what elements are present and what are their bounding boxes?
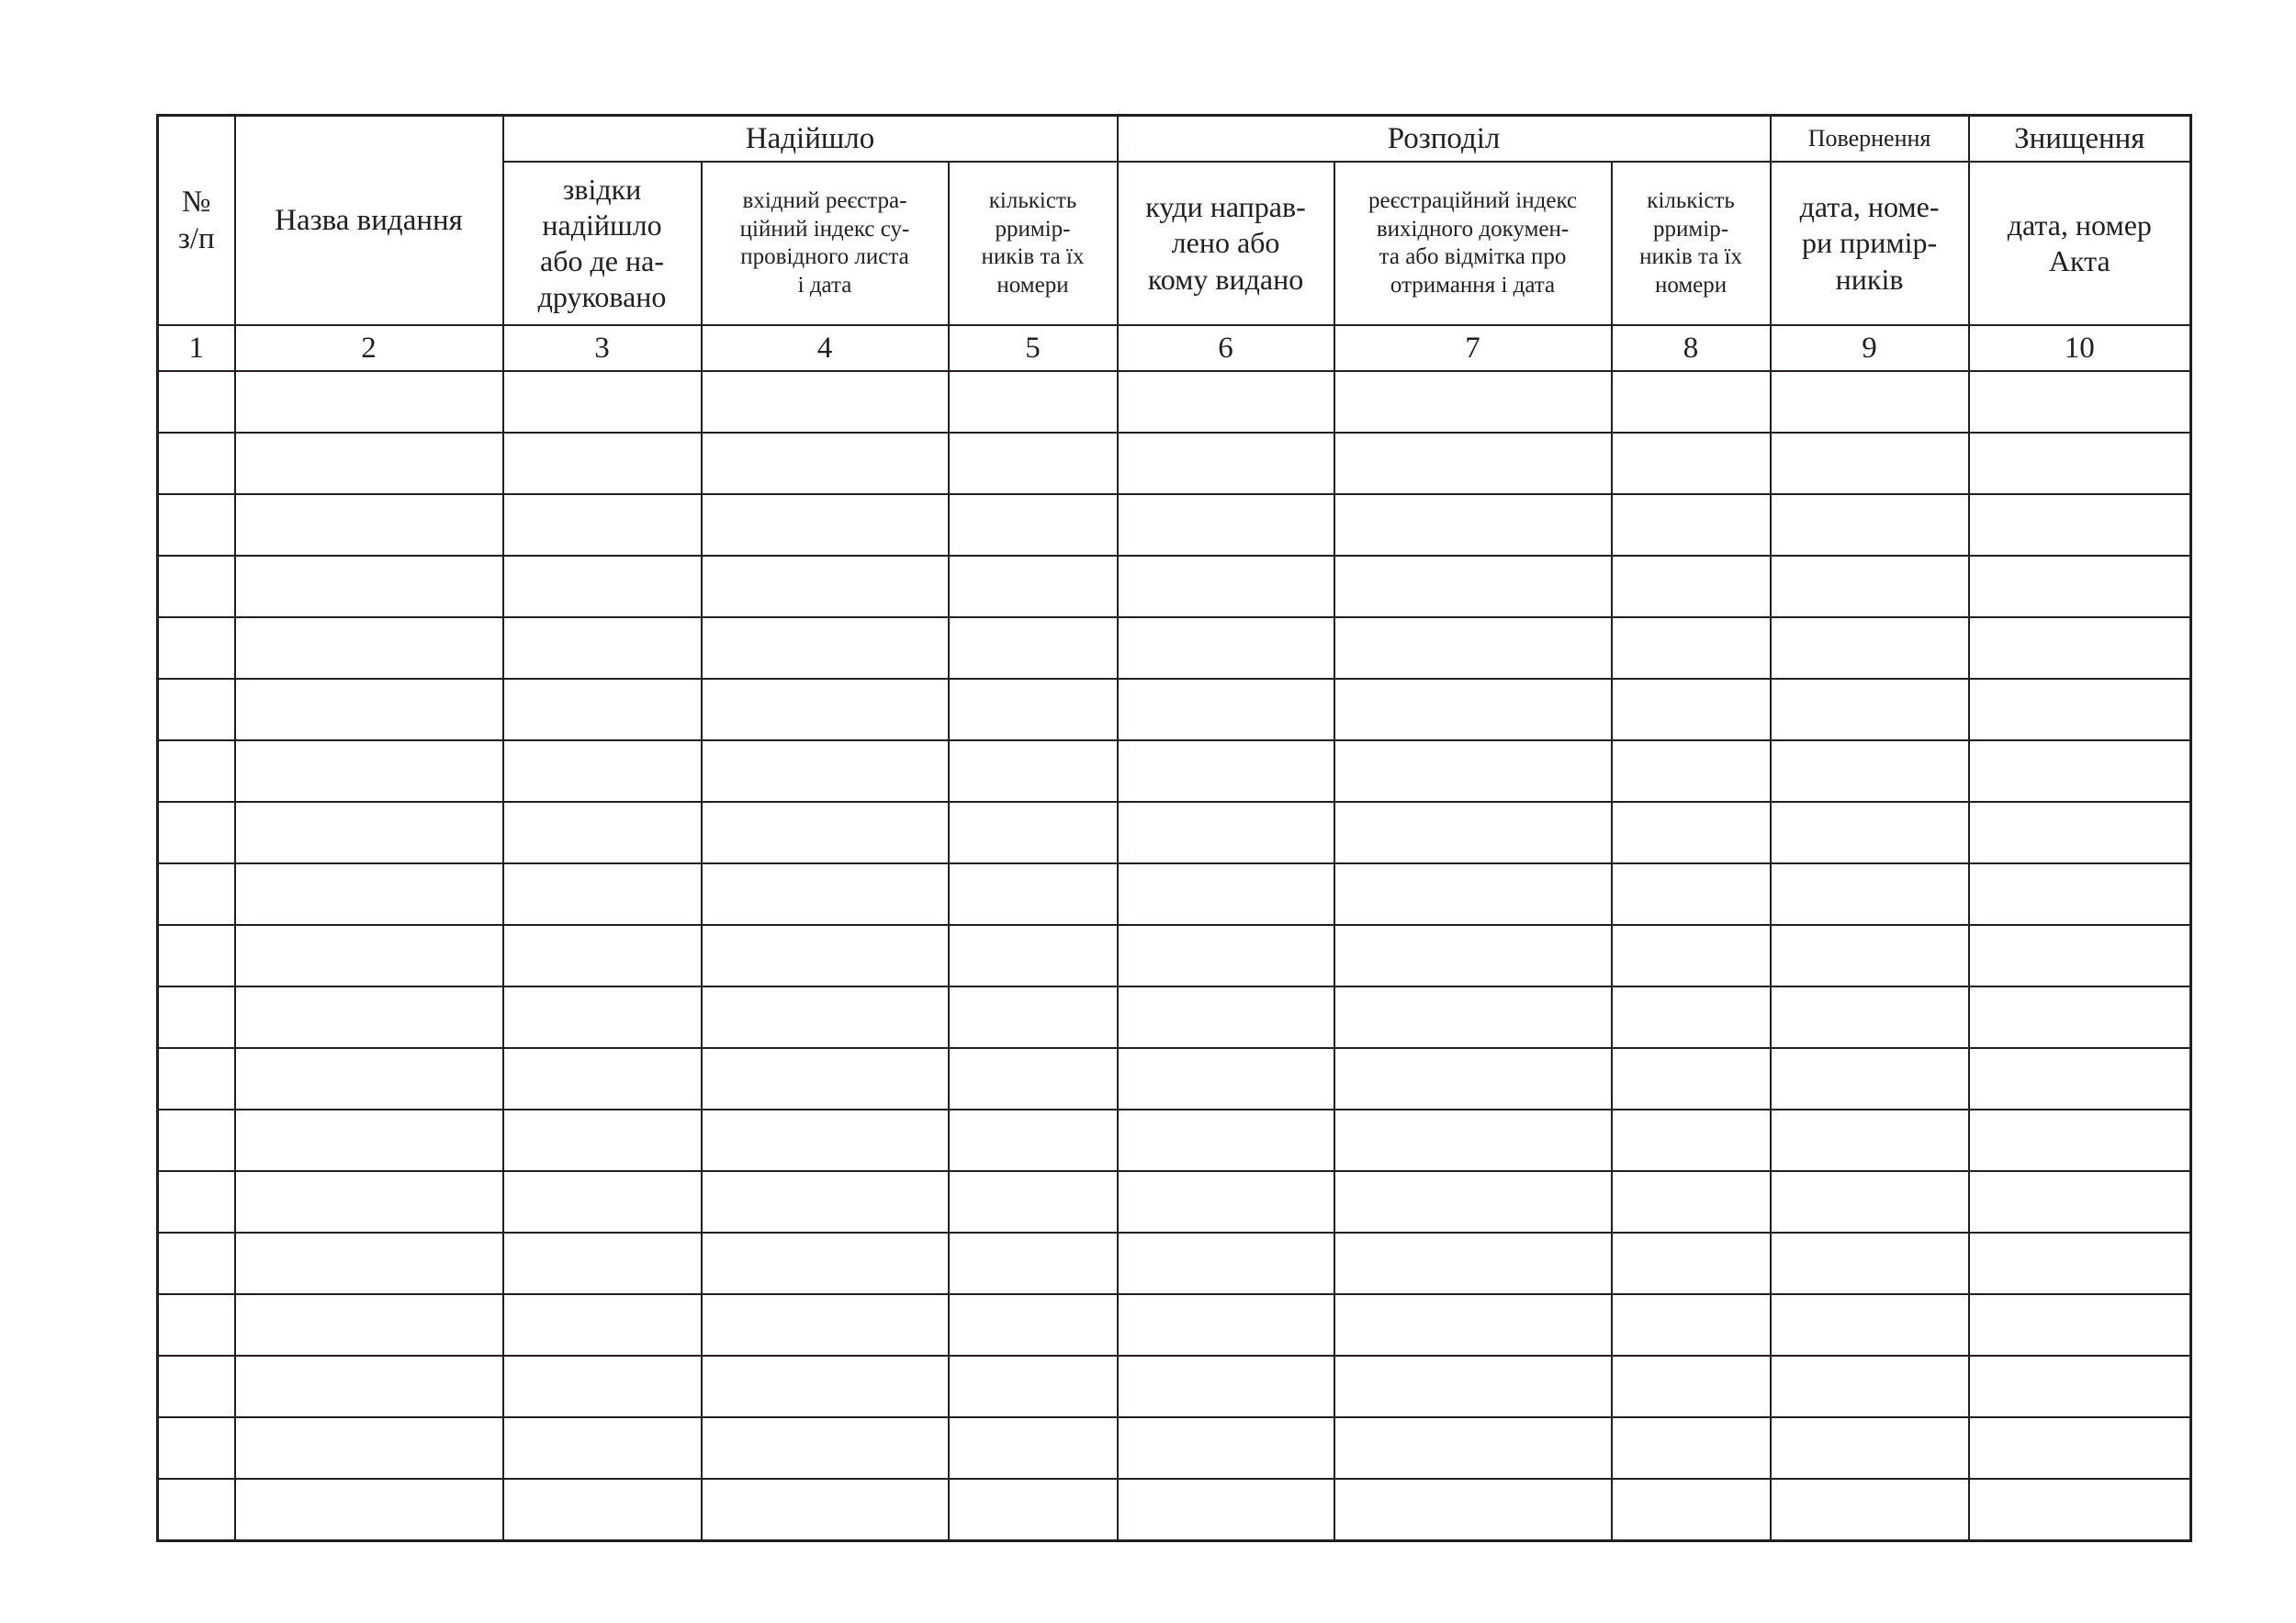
table-cell[interactable] (235, 740, 503, 802)
table-cell[interactable] (503, 617, 702, 679)
table-cell[interactable] (1612, 1479, 1771, 1541)
table-cell[interactable] (1118, 1171, 1334, 1233)
table-cell[interactable] (1969, 740, 2191, 802)
table-cell[interactable] (158, 863, 235, 925)
table-cell[interactable] (949, 556, 1118, 617)
table-cell[interactable] (235, 1479, 503, 1541)
table-cell[interactable] (1118, 617, 1334, 679)
table-cell[interactable] (235, 1171, 503, 1233)
table-row (158, 1294, 2191, 1356)
table-cell[interactable] (1612, 433, 1771, 494)
table-cell[interactable] (1612, 1294, 1771, 1356)
table-cell[interactable] (503, 371, 702, 433)
header-title-label: Назва видання (275, 203, 463, 237)
table-cell[interactable] (1334, 433, 1612, 494)
table-cell[interactable] (1969, 1048, 2191, 1110)
table-cell[interactable] (1969, 986, 2191, 1048)
table-cell[interactable] (503, 494, 702, 556)
table-cell[interactable] (1334, 986, 1612, 1048)
header-act-info-label: дата, номер Акта (2007, 208, 2152, 277)
table-row (158, 679, 2191, 740)
table-cell[interactable] (158, 617, 235, 679)
header-outgoing-index-label: реєстраційний індекс вихідного докумен- та або відмітка про отримання і дата (1367, 188, 1578, 298)
table-cell[interactable] (1969, 371, 2191, 433)
table-cell[interactable] (1771, 617, 1969, 679)
table-cell[interactable] (1118, 863, 1334, 925)
table-cell[interactable] (158, 802, 235, 863)
table-cell[interactable] (235, 1110, 503, 1171)
table-cell[interactable] (1612, 1110, 1771, 1171)
table-cell[interactable] (1969, 1233, 2191, 1294)
table-cell[interactable] (1118, 1479, 1334, 1541)
table-cell[interactable] (1118, 925, 1334, 986)
header-received-label: Надійшло (745, 121, 875, 155)
table-cell[interactable] (1771, 371, 1969, 433)
table-cell[interactable] (1612, 1048, 1771, 1110)
table-cell[interactable] (1771, 1233, 1969, 1294)
column-number: 3 (503, 325, 702, 371)
header-outgoing-index (1334, 162, 1612, 325)
table-cell[interactable] (235, 1048, 503, 1110)
table-cell[interactable] (1771, 556, 1969, 617)
table-cell[interactable] (702, 1417, 949, 1479)
table-cell[interactable] (1969, 617, 2191, 679)
table-cell[interactable] (949, 494, 1118, 556)
header-sent-to-label: куди направ- лено або кому видано (1145, 190, 1306, 296)
table-cell[interactable] (1612, 925, 1771, 986)
header-distributed-count-label: кількість pримір- ників та їх номери (1639, 188, 1742, 298)
table-cell[interactable] (1969, 1294, 2191, 1356)
column-number: 8 (1612, 325, 1771, 371)
table-cell[interactable] (503, 1417, 702, 1479)
header-destroyed-label: Знищення (2014, 121, 2145, 155)
table-cell[interactable] (1334, 1356, 1612, 1417)
table-cell[interactable] (235, 863, 503, 925)
table-cell[interactable] (1969, 1171, 2191, 1233)
header-title (235, 116, 503, 326)
table-cell[interactable] (949, 740, 1118, 802)
table-cell[interactable] (1334, 863, 1612, 925)
header-group-row (158, 116, 2191, 163)
column-number: 9 (1771, 325, 1969, 371)
table-cell[interactable] (1771, 1356, 1969, 1417)
table-cell[interactable] (1118, 1417, 1334, 1479)
table-cell[interactable] (503, 1171, 702, 1233)
table-cell[interactable] (158, 679, 235, 740)
header-from-where-label: звідки надійшло або де на- друковано (537, 172, 667, 314)
table-cell[interactable] (1771, 1294, 1969, 1356)
column-number-row (158, 325, 2191, 371)
table-cell[interactable] (158, 986, 235, 1048)
table-cell[interactable] (702, 371, 949, 433)
table-cell[interactable] (158, 1417, 235, 1479)
table-cell[interactable] (1118, 740, 1334, 802)
table-cell[interactable] (503, 740, 702, 802)
header-received (503, 116, 1118, 163)
table-cell[interactable] (949, 1356, 1118, 1417)
table-cell[interactable] (1334, 1171, 1612, 1233)
table-cell[interactable] (1969, 802, 2191, 863)
table-cell[interactable] (702, 1479, 949, 1541)
table-cell[interactable] (1334, 925, 1612, 986)
table-cell[interactable] (1969, 494, 2191, 556)
table-cell[interactable] (1969, 863, 2191, 925)
table-cell[interactable] (702, 494, 949, 556)
table-cell[interactable] (158, 740, 235, 802)
table-cell[interactable] (1118, 371, 1334, 433)
table-cell[interactable] (1612, 863, 1771, 925)
table-cell[interactable] (1612, 679, 1771, 740)
table-cell[interactable] (158, 1294, 235, 1356)
table-cell[interactable] (1969, 679, 2191, 740)
table-cell[interactable] (1969, 556, 2191, 617)
table-cell[interactable] (702, 863, 949, 925)
table-cell[interactable] (1771, 740, 1969, 802)
table-cell[interactable] (1771, 1479, 1969, 1541)
table-cell[interactable] (1969, 1356, 2191, 1417)
column-number: 6 (1118, 325, 1334, 371)
table-cell[interactable] (503, 1233, 702, 1294)
table-cell[interactable] (702, 1048, 949, 1110)
table-cell[interactable] (1118, 679, 1334, 740)
table-row (158, 802, 2191, 863)
table-cell[interactable] (702, 1171, 949, 1233)
table-row (158, 433, 2191, 494)
table-cell[interactable] (235, 433, 503, 494)
table-row (158, 863, 2191, 925)
table-cell[interactable] (949, 986, 1118, 1048)
table-cell[interactable] (949, 371, 1118, 433)
header-return-info-label: дата, номе- ри примір- ників (1799, 190, 1940, 296)
header-from-where (503, 162, 702, 325)
table-cell[interactable] (158, 1048, 235, 1110)
table-cell[interactable] (158, 1356, 235, 1417)
table-cell[interactable] (702, 925, 949, 986)
table-cell[interactable] (949, 1171, 1118, 1233)
header-received-count (949, 162, 1118, 325)
table-row (158, 1171, 2191, 1233)
table-cell[interactable] (503, 433, 702, 494)
table-cell[interactable] (1771, 1048, 1969, 1110)
table-cell[interactable] (158, 1233, 235, 1294)
table-row (158, 986, 2191, 1048)
table-cell[interactable] (1771, 1417, 1969, 1479)
table-row (158, 740, 2191, 802)
table-cell[interactable] (235, 617, 503, 679)
table-cell[interactable] (235, 1294, 503, 1356)
table-cell[interactable] (1969, 1110, 2191, 1171)
table-row (158, 1417, 2191, 1479)
table-cell[interactable] (702, 433, 949, 494)
table-row (158, 556, 2191, 617)
table-cell[interactable] (702, 1356, 949, 1417)
table-cell[interactable] (1771, 986, 1969, 1048)
table-cell[interactable] (1969, 1479, 2191, 1541)
table-cell[interactable] (158, 556, 235, 617)
table-cell[interactable] (503, 556, 702, 617)
table-cell[interactable] (949, 433, 1118, 494)
header-returned (1771, 116, 1969, 163)
table-cell[interactable] (1969, 925, 2191, 986)
header-incoming-index (702, 162, 949, 325)
table-cell[interactable] (1771, 1110, 1969, 1171)
table-cell[interactable] (503, 1110, 702, 1171)
table-cell[interactable] (1771, 494, 1969, 556)
column-number: 4 (702, 325, 949, 371)
table-cell[interactable] (949, 1294, 1118, 1356)
registration-table (156, 114, 2192, 1542)
column-number: 2 (235, 325, 503, 371)
table-cell[interactable] (1771, 863, 1969, 925)
table-cell[interactable] (503, 679, 702, 740)
table-cell[interactable] (1334, 494, 1612, 556)
table-cell[interactable] (1334, 371, 1612, 433)
header-number (158, 116, 235, 326)
table-cell[interactable] (702, 986, 949, 1048)
header-returned-label: Повернення (1807, 125, 1931, 152)
table-cell[interactable] (1969, 433, 2191, 494)
table-cell[interactable] (1118, 986, 1334, 1048)
table-cell[interactable] (1118, 1294, 1334, 1356)
table-cell[interactable] (503, 1048, 702, 1110)
table-row (158, 617, 2191, 679)
table-cell[interactable] (1771, 679, 1969, 740)
table-cell[interactable] (702, 1233, 949, 1294)
table-cell[interactable] (1334, 556, 1612, 617)
table-cell[interactable] (949, 863, 1118, 925)
table-cell[interactable] (503, 1294, 702, 1356)
table-cell[interactable] (235, 802, 503, 863)
table-row (158, 1110, 2191, 1171)
table-cell[interactable] (235, 925, 503, 986)
table-cell[interactable] (1118, 802, 1334, 863)
table-cell[interactable] (503, 863, 702, 925)
table-cell[interactable] (1334, 679, 1612, 740)
header-return-info (1771, 162, 1969, 325)
table-cell[interactable] (1118, 1233, 1334, 1294)
table-cell[interactable] (235, 986, 503, 1048)
table-cell[interactable] (1612, 617, 1771, 679)
table-cell[interactable] (235, 494, 503, 556)
table-cell[interactable] (949, 925, 1118, 986)
header-sent-to (1118, 162, 1334, 325)
header-distribution (1118, 116, 1771, 163)
table-cell[interactable] (503, 1479, 702, 1541)
header-number-label: № з/п (177, 185, 215, 255)
table-cell[interactable] (1334, 1479, 1612, 1541)
table-cell[interactable] (1969, 1417, 2191, 1479)
table-cell[interactable] (1118, 1048, 1334, 1110)
table-cell[interactable] (1612, 802, 1771, 863)
table-cell[interactable] (702, 1294, 949, 1356)
table-cell[interactable] (158, 494, 235, 556)
table-cell[interactable] (235, 556, 503, 617)
table-cell[interactable] (1118, 494, 1334, 556)
table-cell[interactable] (158, 1110, 235, 1171)
table-cell[interactable] (235, 371, 503, 433)
header-incoming-index-label: вхідний реєстра- ційний індекс су- провідного листа і дата (739, 188, 910, 298)
table-cell[interactable] (1612, 1356, 1771, 1417)
table-cell[interactable] (949, 1479, 1118, 1541)
table-cell[interactable] (235, 1233, 503, 1294)
table-cell[interactable] (158, 371, 235, 433)
table-cell[interactable] (158, 433, 235, 494)
table-row (158, 1356, 2191, 1417)
table-cell[interactable] (1771, 925, 1969, 986)
table-cell[interactable] (702, 617, 949, 679)
table-cell[interactable] (235, 1417, 503, 1479)
table-cell[interactable] (949, 1110, 1118, 1171)
column-number: 7 (1334, 325, 1612, 371)
table-cell[interactable] (702, 1110, 949, 1171)
table-cell[interactable] (1771, 1171, 1969, 1233)
table-row (158, 371, 2191, 433)
column-number: 1 (158, 325, 235, 371)
table-cell[interactable] (949, 617, 1118, 679)
table-cell[interactable] (1612, 494, 1771, 556)
table-cell[interactable] (1334, 1233, 1612, 1294)
table-cell[interactable] (503, 986, 702, 1048)
table-cell[interactable] (1334, 1110, 1612, 1171)
table-cell[interactable] (949, 802, 1118, 863)
table-cell[interactable] (1612, 986, 1771, 1048)
column-number: 5 (949, 325, 1118, 371)
table-cell[interactable] (1612, 740, 1771, 802)
table-cell[interactable] (1334, 617, 1612, 679)
table-cell[interactable] (503, 802, 702, 863)
table-cell[interactable] (1118, 556, 1334, 617)
table-cell[interactable] (1612, 1233, 1771, 1294)
table-cell[interactable] (702, 740, 949, 802)
table-cell[interactable] (1612, 556, 1771, 617)
table-cell[interactable] (949, 679, 1118, 740)
table-cell[interactable] (1771, 802, 1969, 863)
table-cell[interactable] (1118, 1356, 1334, 1417)
table-cell[interactable] (1334, 1417, 1612, 1479)
table-cell[interactable] (1771, 433, 1969, 494)
table-cell[interactable] (235, 1356, 503, 1417)
table-cell[interactable] (702, 802, 949, 863)
table-cell[interactable] (158, 925, 235, 986)
table-cell[interactable] (503, 1356, 702, 1417)
table-row (158, 1479, 2191, 1541)
header-act-info (1969, 162, 2191, 325)
table-cell[interactable] (158, 1171, 235, 1233)
table-cell[interactable] (1334, 1294, 1612, 1356)
table-cell[interactable] (1612, 1417, 1771, 1479)
table-cell[interactable] (1612, 1171, 1771, 1233)
table-row (158, 925, 2191, 986)
header-received-count-label: кількість pримір- ників та їх номери (981, 188, 1085, 298)
table-row (158, 1233, 2191, 1294)
table-cell[interactable] (503, 925, 702, 986)
header-distributed-count (1612, 162, 1771, 325)
table-cell[interactable] (235, 679, 503, 740)
table-cell[interactable] (949, 1417, 1118, 1479)
table-cell[interactable] (702, 556, 949, 617)
table-cell[interactable] (1118, 433, 1334, 494)
table-cell[interactable] (1334, 1048, 1612, 1110)
table-cell[interactable] (1334, 802, 1612, 863)
table-cell[interactable] (158, 1479, 235, 1541)
table-cell[interactable] (1334, 740, 1612, 802)
header-distribution-label: Розподіл (1387, 121, 1501, 155)
table-cell[interactable] (702, 679, 949, 740)
column-number: 10 (1969, 325, 2191, 371)
table-cell[interactable] (949, 1048, 1118, 1110)
header-destroyed (1969, 116, 2191, 163)
table-row (158, 494, 2191, 556)
table-cell[interactable] (949, 1233, 1118, 1294)
table-cell[interactable] (1612, 371, 1771, 433)
table-cell[interactable] (1118, 1110, 1334, 1171)
table-row (158, 1048, 2191, 1110)
